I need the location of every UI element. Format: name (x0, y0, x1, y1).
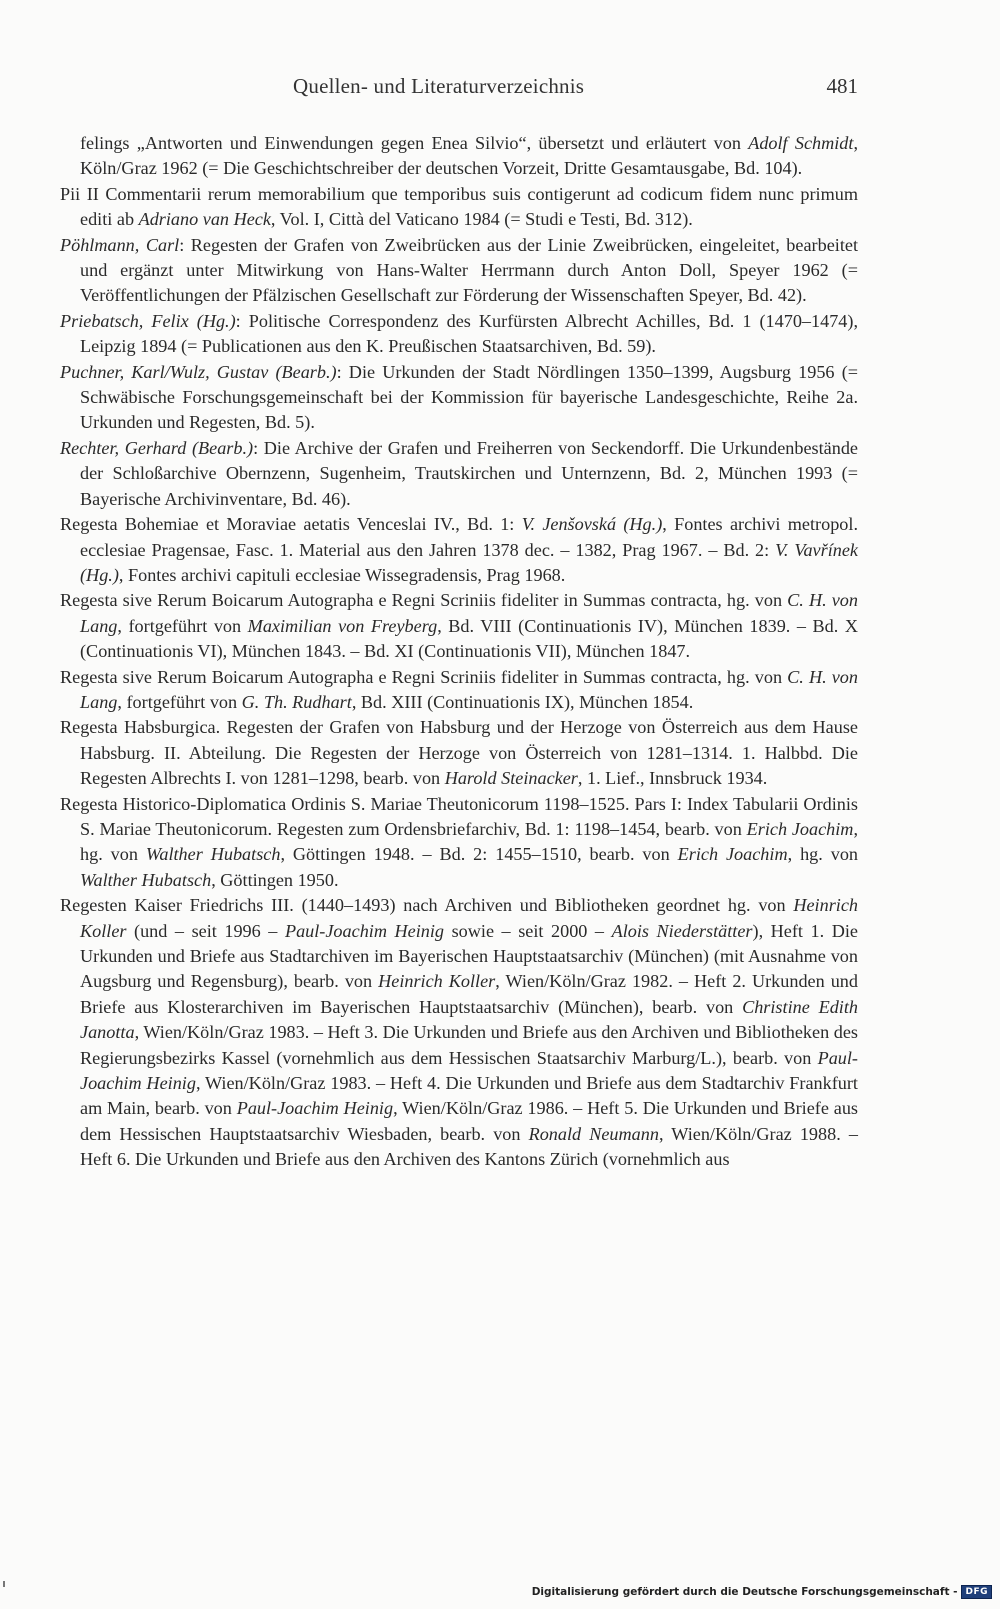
entry-text: : Die Archive der Grafen und Freiherren von Seckendorff. Die Urkundenbestände der Schloßarchive Obernzenn, Sugenheim, Trautskirchen und Unternzenn, Bd. 2, München 1993 (= Bayerische Archivinventare, Bd. 46). (80, 437, 858, 509)
entry-text: , Göttingen 1950. (211, 869, 339, 890)
bibliography-entry (60, 436, 858, 512)
bibliography-list (60, 131, 858, 1173)
entry-italic-text: Adolf Schmidt (748, 133, 854, 153)
entry-italic-text: Paul-Joachim Heinig (80, 1047, 858, 1094)
entry-italic-text: Ronald Neumann (528, 1123, 659, 1144)
entry-italic-text: Erich Joachim (677, 844, 788, 865)
entry-italic-text: Puchner, Karl/Wulz, Gustav (Bearb.) (60, 361, 337, 382)
running-header-title: Quellen- und Literaturverzeichnis (293, 74, 585, 98)
entry-text: , hg. von (80, 818, 858, 865)
entry-text: Regesten Kaiser Friedrichs III. (1440–1493) nach Archiven und Bibliotheken geordnet hg. von (60, 895, 794, 916)
entry-text: : Politische Correspondenz des Kurfürsten Albrecht Achilles, Bd. 1 (1470–1474), Leipzig 1894 (= Publicationen aus den K. Preußischen Staatsarchiven, Bd. 59). (80, 310, 858, 357)
entry-italic-text: Heinrich Koller (80, 895, 858, 941)
entry-italic-text: Pöhlmann, Carl (60, 234, 180, 255)
entry-italic-text: Maximilian von Freyberg (247, 615, 438, 636)
entry-text: , Bd. VIII (Continuationis IV), München 1839. – Bd. X (Continuationis VI), München 1843. – Bd. XI (Continuationis VII), München 1847. (80, 615, 859, 662)
bibliography-entry (60, 360, 858, 436)
bibliography-entry (60, 233, 858, 309)
running-header (60, 74, 858, 106)
digitization-credit-text: Digitalisierung gefördert durch die Deutsche Forschungsgemeinschaft - (531, 1586, 958, 1598)
entry-text: Regesta Historico-Diplomatica Ordinis S. Mariae Theutonicorum 1198–1525. Pars I: Index Tabularii Ordinis S. Mariae Theutonicorum. Regesten zum Ordensbriefarchiv, Bd. 1: 1198–1454, bearb. von (60, 793, 858, 839)
entry-text: , Vol. I, Città del Vaticano 1984 (= Studi e Testi, Bd. 312). (270, 209, 693, 230)
entry-text: Regesta Bohemiae et Moraviae aetatis Venceslai IV., Bd. 1: (60, 514, 522, 535)
entry-text: (und – seit 1996 – (126, 920, 285, 941)
entry-italic-text: C. H. von Lang (80, 590, 858, 636)
entry-italic-text: C. H. von Lang (80, 666, 858, 712)
entry-text: , Wien/Köln/Graz 1982. – Heft 2. Urkunden und Briefe aus Klosterarchiven im Bayerischen Hauptstaatsarchiv (München), bearb. von (80, 971, 858, 1017)
entry-text: , Wien/Köln/Graz 1988. – Heft 6. Die Urkunden und Briefe aus den Archiven des Kantons Zürich (vornehmlich aus (80, 1123, 858, 1170)
entry-italic-text: Rechter, Gerhard (Bearb.) (60, 437, 254, 458)
entry-text: , Wien/Köln/Graz 1986. – Heft 5. Die Urkunden und Briefe aus dem Hessischen Hauptstaatsarchiv Wiesbaden, bearb. von (80, 1098, 858, 1144)
bibliography-entry (60, 715, 858, 791)
entry-italic-text: Adriano van Heck (138, 209, 271, 230)
entry-text: ), Heft 1. Die Urkunden und Briefe aus Stadtarchiven im Bayerischen Hauptstaatsarchiv (München) (mit Ausnahme von Augsburg und Regensburg), bearb. von (80, 920, 858, 992)
dfg-logo: DFG (961, 1585, 992, 1599)
entry-text: , 1. Lief., Innsbruck 1934. (577, 768, 768, 789)
bibliography-entry (60, 512, 858, 588)
entry-italic-text: Walther Hubatsch (145, 844, 281, 865)
bibliography-entry (60, 893, 858, 1172)
entry-text: Regesta Habsburgica. Regesten der Grafen von Habsburg und der Herzoge von Österreich aus dem Hause Habsburg. II. Abteilung. Die Regesten der Herzoge von Österreich von 1281–1314. 1. Halbbd. Die Regesten Albrechts I. von 1281–1298, bearb. von (60, 717, 858, 789)
page-number: 481 (826, 74, 858, 98)
entry-italic-text: Harold Steinacker (444, 768, 578, 789)
entry-text: , Köln/Graz 1962 (= Die Geschichtschreiber der deutschen Vorzeit, Dritte Gesamtausgabe, Bd. 104). (80, 133, 859, 179)
entry-text: , fortgeführt von (117, 615, 248, 636)
entry-text: Regesta sive Rerum Boicarum Autographa e Regni Scriniis fideliter in Summas contracta, hg. von (60, 590, 788, 611)
entry-text: , Wien/Köln/Graz 1983. – Heft 4. Die Urkunden und Briefe aus dem Stadtarchiv Frankfurt am Main, bearb. von (80, 1073, 858, 1119)
digitization-credit (532, 1585, 992, 1599)
entry-text: : Die Urkunden der Stadt Nördlingen 1350–1399, Augsburg 1956 (= Schwäbische Forschungsgemeinschaft bei der Kommission für bayerische Landesgeschichte, Reihe 2a. Urkunden und Regesten, Bd. 5). (80, 361, 859, 433)
entry-italic-text: Erich Joachim (746, 818, 854, 839)
bibliography-entry (60, 588, 858, 664)
entry-text: Regesta sive Rerum Boicarum Autographa e Regni Scriniis fideliter in Summas contracta, hg. von (60, 666, 788, 687)
scan-mark (3, 1581, 5, 1587)
entry-text: : Regesten der Grafen von Zweibrücken aus der Linie Zweibrücken, eingeleitet, bearbeitet und ergänzt unter Mitwirkung von Hans-Walter Herrmann durch Anton Doll, Speyer 1962 (= Veröffentlichungen der Pfälzischen Gesellschaft zur Förderung der Wissenschaften Speyer, Bd. 42). (80, 234, 858, 306)
entry-text: , Wien/Köln/Graz 1983. – Heft 3. Die Urkunden und Briefe aus den Archiven und Bibliotheken des Regierungsbezirks Kassel (vornehmlich aus dem Hessischen Staatsarchiv Marburg/L.), bearb. von (80, 1022, 858, 1068)
entry-text: , Fontes archivi capituli ecclesiae Wissegradensis, Prag 1968. (118, 564, 566, 585)
entry-italic-text: V. Jenšovská (Hg.) (521, 514, 663, 535)
entry-italic-text: V. Vavřínek (Hg.) (80, 539, 858, 585)
entry-italic-text: Alois Niederstätter (611, 920, 753, 941)
bibliography-entry (60, 182, 858, 233)
entry-italic-text: Christine Edith Janotta (80, 996, 858, 1043)
bibliography-entry (60, 665, 858, 716)
entry-italic-text: Heinrich Koller (378, 971, 496, 992)
entry-text: , Bd. XIII (Continuationis IX), München 1854. (351, 691, 694, 712)
entry-text: , hg. von (787, 844, 859, 865)
entry-text: Pii II Commentarii rerum memorabilium que temporibus suis contigerunt ad codicum fidem nunc primum editi ab (60, 183, 858, 230)
entry-italic-text: G. Th. Rudhart (241, 691, 352, 712)
entry-italic-text: Paul-Joachim Heinig (284, 920, 445, 941)
entry-text: felings „Antworten und Einwendungen gegen Enea Silvio“, übersetzt und erläutert von (80, 133, 749, 153)
bibliography-entry (60, 309, 858, 360)
entry-text: , Fontes archivi metropol. ecclesiae Pragensae, Fasc. 1. Material aus den Jahren 1378 dec. – 1382, Prag 1967. – Bd. 2: (80, 514, 858, 560)
entry-text: , fortgeführt von (117, 691, 242, 712)
entry-italic-text: Walther Hubatsch (80, 869, 212, 890)
bibliography-entry (60, 131, 858, 182)
entry-italic-text: Paul-Joachim Heinig (236, 1098, 394, 1119)
entry-italic-text: Priebatsch, Felix (Hg.) (60, 310, 236, 331)
entry-text: sowie – seit 2000 – (444, 920, 612, 941)
bibliography-entry (60, 792, 858, 894)
entry-text: , Göttingen 1948. – Bd. 2: 1455–1510, bearb. von (280, 844, 678, 865)
